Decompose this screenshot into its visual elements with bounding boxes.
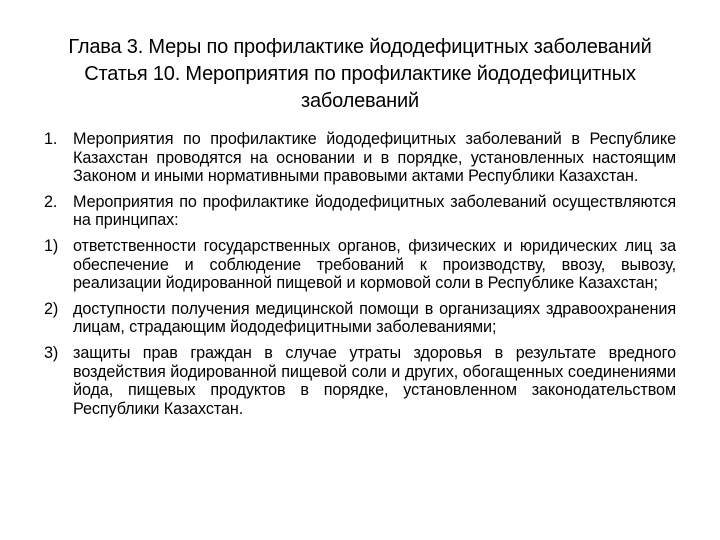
- list-item-text: защиты прав граждан в случае утраты здоровья в результате вредного воздействия йодированной пищевой соли и других, обогащенных соединениями йода, пищевых продуктов в порядке, установленном законодательством Республики Казахстан.: [73, 343, 676, 418]
- list-item-text: Мероприятия по профилактике йододефицитных заболеваний в Республике Казахстан проводятся на основании и в порядке, установленных настоящим Законом и иными нормативными правовыми актами Республики Казахстан.: [73, 130, 676, 186]
- list-item-marker: 1): [44, 236, 59, 255]
- list-item: [44, 237, 676, 293]
- page-title: [40, 34, 680, 115]
- list-item-text: доступности получения медицинской помощи в организациях здравоохранения лицам, страдающим йододефицитными заболеваниями;: [73, 299, 676, 337]
- list-item: [44, 193, 676, 230]
- list-item-text: ответственности государственных органов, физических и юридических лиц за обеспечение и соблюдение требований к производству, ввозу, вывозу, реализации йодированной пищевой и кормовой соли в Республике Казахстан;: [73, 236, 676, 293]
- list-item: [44, 130, 676, 186]
- title-article: Статья 10. Мероприятия по профилактике йододефицитных: [84, 63, 636, 85]
- list-item: [44, 344, 676, 418]
- list-item-marker: 2): [44, 299, 59, 318]
- title-chapter: Глава 3. Меры по профилактике йододефицитных заболеваний: [68, 36, 652, 58]
- article-body: [44, 130, 676, 425]
- list-item-marker: 1.: [44, 130, 58, 148]
- list-item-marker: 2.: [44, 192, 58, 211]
- list-item-text: Мероприятия по профилактике йододефицитных заболеваний осуществляются на принципах:: [73, 192, 676, 230]
- list-item-marker: 3): [44, 343, 59, 362]
- list-item: [44, 300, 676, 337]
- title-article-continued: заболеваний: [301, 90, 419, 112]
